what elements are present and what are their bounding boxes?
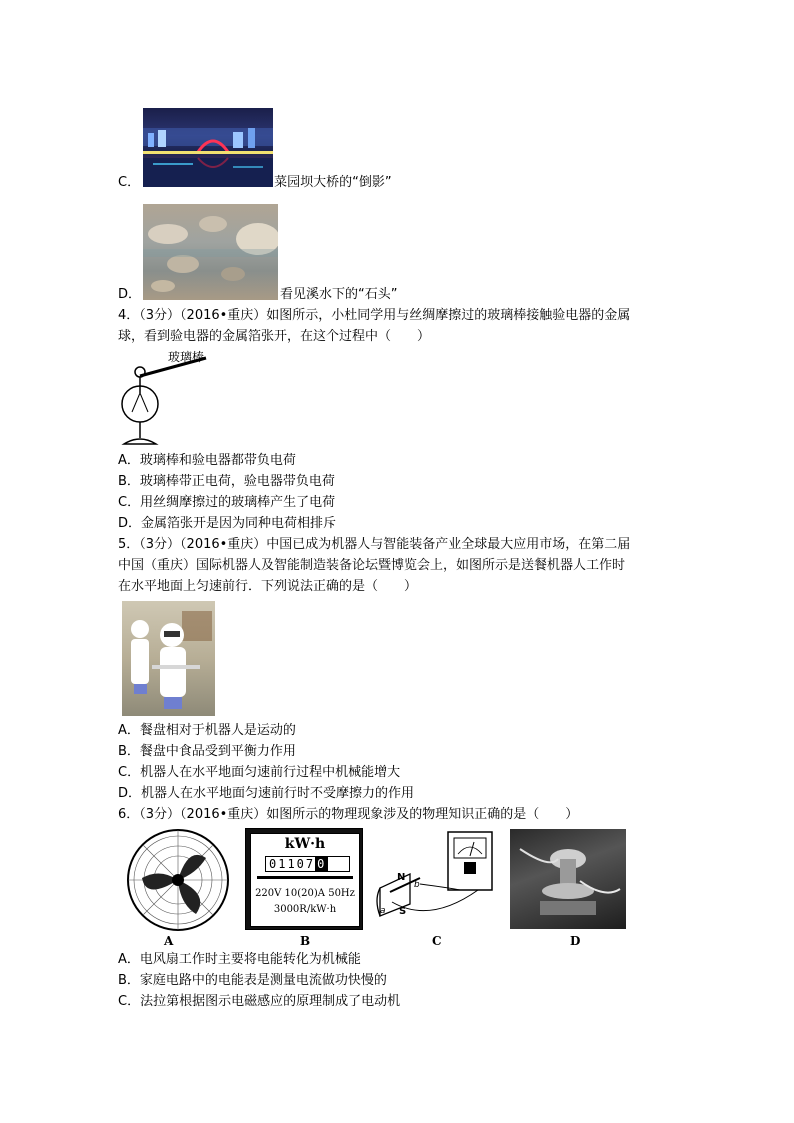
q5-stem-line2: 中国（重庆）国际机器人及智能制造装备论坛暨博览会上，如图所示是送餐机器人工作时 [118,558,626,573]
option-letter: C． [118,175,141,190]
device-photo [510,829,626,929]
induction-drawing [370,828,500,928]
meter-spec1: 220V 10(20)A 50Hz [255,888,355,899]
q6-option-c: C．法拉第根据图示电磁感应的原理制成了电动机 [118,994,401,1009]
meter-digits: 01107 [269,857,316,871]
option-text: 菜园坝大桥的“倒影” [274,175,392,190]
fig-label-a: A [164,934,174,948]
q6-option-a: A．电风扇工作时主要将电能转化为机械能 [118,952,361,967]
meter-last-digit: 0 [317,857,327,871]
q4-option-d: D．金属箔张开是因为同种电荷相排斥 [118,516,337,531]
glass-rod-label: 玻璃棒 [168,350,205,364]
q5-option-c: C．机器人在水平地面匀速前行过程中机械能增大 [118,765,401,780]
robot-waiter-photo [122,601,215,716]
induction-figure [370,828,500,928]
fig-label-b: B [300,934,311,948]
option-letter: D． [118,287,142,302]
meter-disc [257,876,353,879]
device-drawing [510,829,626,929]
fig-label-c: C [432,934,442,948]
q4-option-b: B．玻璃棒带正电荷，验电器带负电荷 [118,474,335,489]
magnet-s-label: S [399,906,407,917]
q4-option-a: A．玻璃棒和验电器都带负电荷 [118,453,296,468]
q4-stem-line1: 4．（3分）（2016•重庆）如图所示，小杜同学用与丝绸摩擦过的玻璃棒接触验电器的金属 [118,308,631,323]
electroscope-figure [118,348,228,448]
q5-option-d: D．机器人在水平地面匀速前行时不受摩擦力的作用 [118,786,415,801]
q3-option-c [118,174,392,192]
magnet-n-label: N [397,872,406,883]
meter-unit: kW·h [284,836,326,852]
q5-option-a: A．餐盘相对于机器人是运动的 [118,723,296,738]
q6-stem-line1: 6．（3分）（2016•重庆）如图所示的物理现象涉及的物理知识正确的是（ ） [118,807,579,822]
fan-drawing [118,828,238,933]
q5-option-b: B．餐盘中食品受到平衡力作用 [118,744,296,759]
meter-spec2: 3000R/kW·h [273,904,337,915]
q4-stem-line2: 球，看到验电器的金属箔张开，在这个过程中（ ） [118,329,431,344]
q5-stem-line3: 在水平地面上匀速前行．下列说法正确的是（ ） [118,579,418,594]
q3-option-d [118,286,398,304]
fan-figure [118,828,238,933]
wire-b-label: b [414,880,420,890]
meter-face [250,833,360,927]
q4-option-c: C．用丝绸摩擦过的玻璃棒产生了电荷 [118,495,336,510]
q6-option-b: B．家庭电路中的电能表是测量电流做功快慢的 [118,973,387,988]
q5-stem-line1: 5．（3分）（2016•重庆）中国已成为机器人与智能装备产业全球最大应用市场，在第二届 [118,537,631,552]
energy-meter-figure [245,828,363,930]
wire-a-label: a [380,906,386,916]
robot-drawing [122,601,215,716]
option-text: 看见溪水下的“石头” [280,287,398,302]
meter-reading [265,856,350,872]
fig-label-d: D [570,934,581,948]
